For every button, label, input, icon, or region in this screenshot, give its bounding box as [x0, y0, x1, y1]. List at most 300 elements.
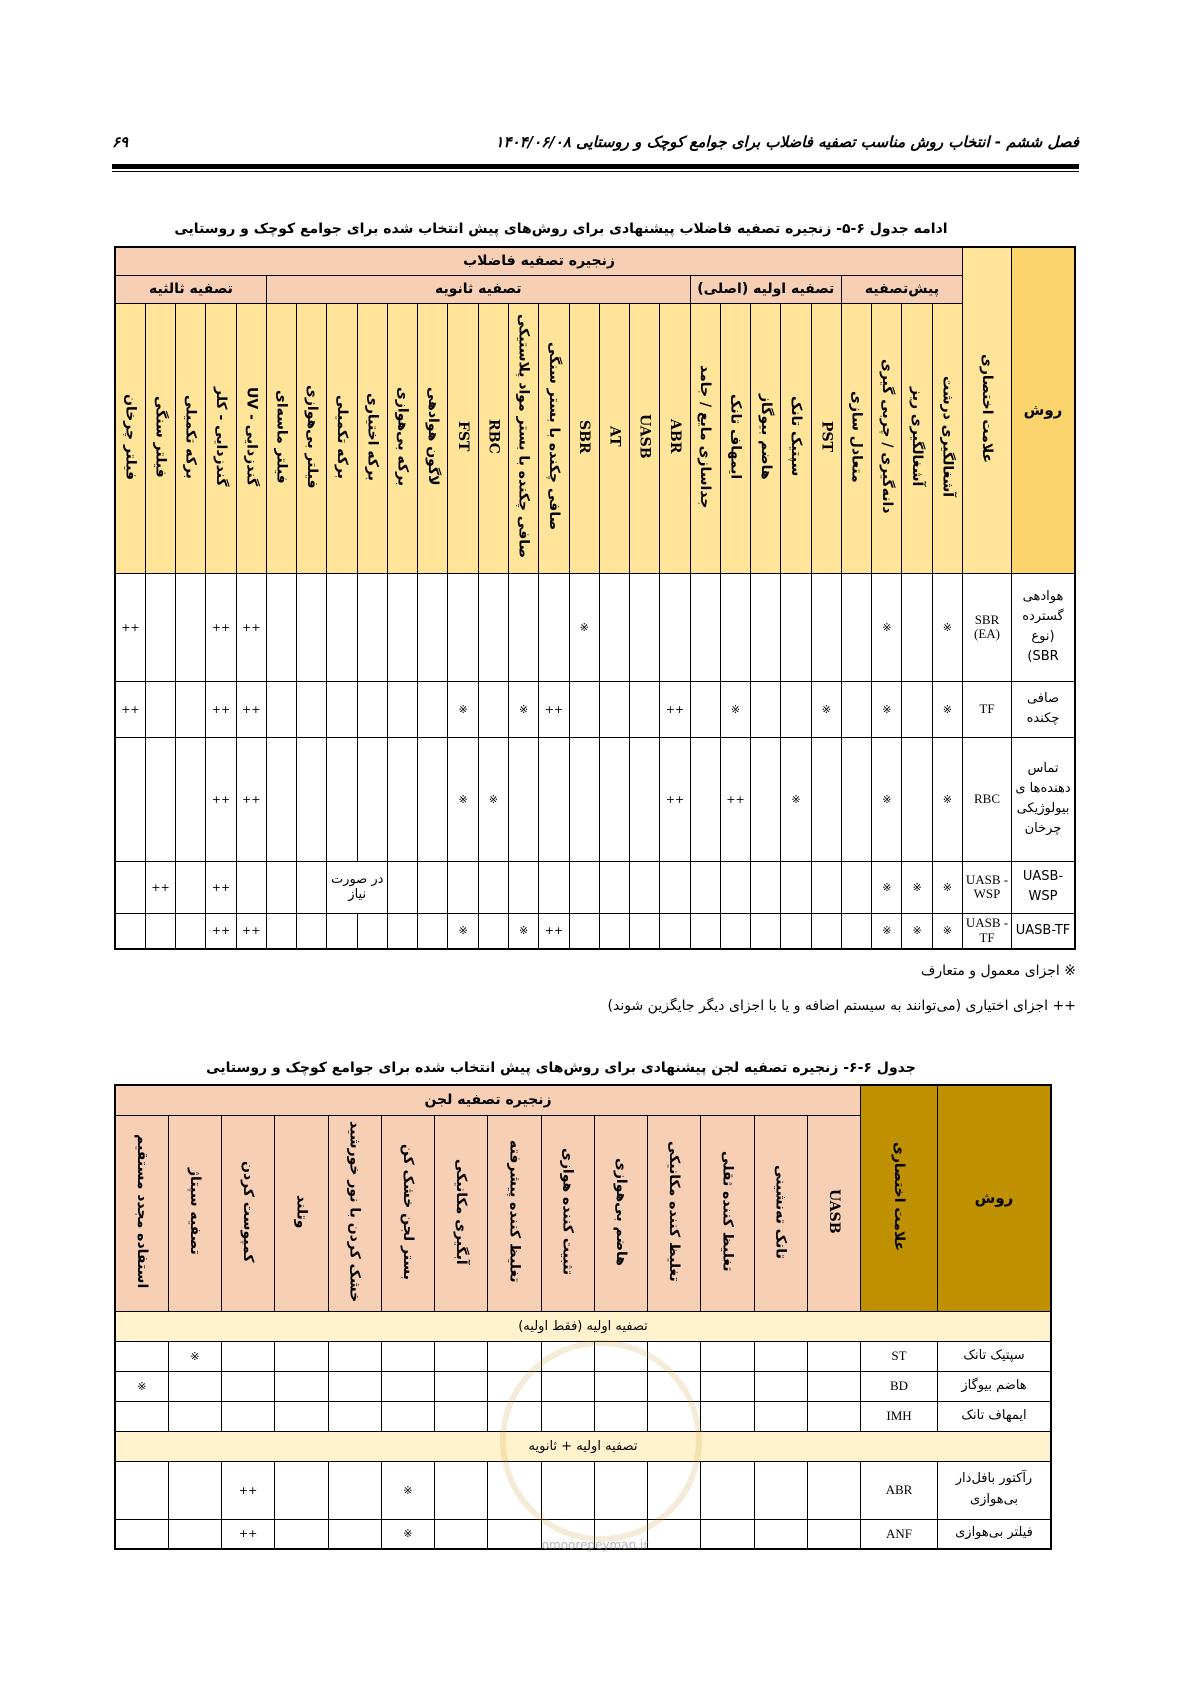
cell-mark: [751, 861, 781, 913]
cell-mark: [488, 1341, 541, 1371]
row-method: ایمهاف تانک: [938, 1401, 1052, 1431]
cell-mark: [297, 913, 327, 949]
cell-mark: [435, 1401, 488, 1431]
cell-mark: [690, 737, 720, 861]
cell-mark: [902, 681, 932, 737]
table2-caption: جدول ۶-۶- زنجیره تصفیه لجن پیشنهادی برای روش‌های پیش انتخاب شده برای جوامع کوچک و روستایی: [206, 1060, 916, 1076]
cell-mark: [222, 1371, 275, 1401]
cell-mark: [807, 1401, 860, 1431]
cell-mark: ++: [115, 681, 145, 737]
cell-mark: ++: [236, 913, 266, 949]
cell-mark: [660, 573, 690, 681]
legend-optional: ++ اجزای اختیاری (می‌توانند به سیستم اضافه و یا با اجزای دیگر جایگزین شوند): [607, 998, 1076, 1014]
row-abbr: ST: [861, 1341, 938, 1371]
super-header: زنجیره تصفیه فاضلاب: [115, 247, 963, 275]
cell-mark: [541, 1401, 594, 1431]
col-header-4: PST: [811, 303, 841, 573]
col-header-1: آشغالگیری ریز: [902, 303, 932, 573]
cell-mark: [297, 573, 327, 681]
cell-mark: [660, 861, 690, 913]
cell-mark: [811, 573, 841, 681]
cell-mark: ++: [115, 573, 145, 681]
col-header-20: برکه تکمیلی: [327, 303, 357, 573]
cell-mark: [236, 861, 266, 913]
cell-mark: [275, 1519, 328, 1549]
cell-mark: ※: [932, 737, 962, 861]
table-row: [115, 913, 1075, 949]
cell-mark: ※: [872, 681, 902, 737]
cell-mark: [381, 1371, 434, 1401]
cell-mark: ※: [448, 737, 478, 861]
cell-mark: [754, 1519, 807, 1549]
col-header-15: RBC: [478, 303, 508, 573]
group-secondary: تصفیه ثانویه: [266, 275, 690, 303]
section-header: تصفیه اولیه (فقط اولیه): [115, 1311, 1051, 1341]
t2-col-header-8: بستر لجن خشک کن: [381, 1115, 434, 1311]
cell-mark: [275, 1401, 328, 1431]
cell-mark: ※: [902, 861, 932, 913]
cell-mark: [648, 1371, 701, 1401]
cell-mark: [418, 573, 448, 681]
col-header-14: صافی چکنده با بستر مواد پلاستیکی: [509, 303, 539, 573]
col-header-7: ایمهاف تانک: [720, 303, 750, 573]
row-abbr: UASB -TF: [963, 913, 1012, 949]
cell-mark: ※: [932, 681, 962, 737]
cell-mark: [478, 913, 508, 949]
cell-mark: [781, 681, 811, 737]
cell-mark: [327, 737, 357, 861]
cell-mark: [807, 1519, 860, 1549]
cell-mark: [357, 681, 387, 737]
cell-mark: [168, 1371, 221, 1401]
table-row: [115, 1371, 1051, 1401]
cell-mark: [541, 1371, 594, 1401]
cell-mark: [418, 913, 448, 949]
cell-mark: ++: [206, 861, 236, 913]
col-header-12: SBR: [569, 303, 599, 573]
cell-mark: [418, 861, 448, 913]
cell-mark: [176, 913, 206, 949]
cell-mark: [381, 1401, 434, 1431]
cell-mark: [418, 737, 448, 861]
cell-mark: [327, 573, 357, 681]
t2-col-header-1: تانک ته‌نشینی: [754, 1115, 807, 1311]
cell-mark: [539, 573, 569, 681]
cell-mark: [599, 913, 629, 949]
t2-col-header-12: تصفیه سپتاژ: [168, 1115, 221, 1311]
cell-mark: [145, 681, 175, 737]
cell-mark: [630, 861, 660, 913]
cell-mark: [751, 737, 781, 861]
cell-mark: [541, 1341, 594, 1371]
cell-mark: [176, 681, 206, 737]
cell-mark: [357, 913, 387, 949]
col-header-27: فیلتر چرخان: [115, 303, 145, 573]
cell-mark: [841, 861, 871, 913]
cell-mark: [275, 1461, 328, 1519]
t2-col-header-11: کمپوست کردن: [222, 1115, 275, 1311]
col-header-9: ABR: [660, 303, 690, 573]
cell-mark: [754, 1461, 807, 1519]
row-method: رآکتور بافل‌دار بی‌هوازی: [938, 1461, 1052, 1519]
row-method: سپتیک تانک: [938, 1341, 1052, 1371]
t2-col-header-5: تثبیت کننده هوازی: [541, 1115, 594, 1311]
cell-mark: [902, 573, 932, 681]
t2-col-header-3: تغلیظ کننده مکانیکی: [648, 1115, 701, 1311]
cell-mark: ※: [932, 573, 962, 681]
t2-col-header-7: آبگیری مکانیکی: [435, 1115, 488, 1311]
table-row: [115, 861, 1075, 913]
cell-mark: [594, 1371, 647, 1401]
col-header-16: FST: [448, 303, 478, 573]
col-header-0: آشغالگیری درشت: [932, 303, 962, 573]
cell-mark: ++: [720, 737, 750, 861]
cell-mark: [754, 1341, 807, 1371]
cell-mark: ※: [168, 1341, 221, 1371]
group-pretreatment: پیش‌تصفیه: [841, 275, 962, 303]
cell-mark: [435, 1371, 488, 1401]
cell-mark: [266, 737, 296, 861]
cell-mark: ※: [569, 573, 599, 681]
cell-mark: [488, 1401, 541, 1431]
legend-usual: ※ اجزای معمول و متعارف: [920, 963, 1076, 979]
cell-mark: ++: [206, 913, 236, 949]
cell-mark: ※: [811, 681, 841, 737]
cell-mark: [690, 913, 720, 949]
row-method: UASB-TF: [1012, 913, 1076, 949]
col-header-21: فیلتر بی‌هوازی: [297, 303, 327, 573]
cell-mark: ++: [222, 1519, 275, 1549]
t2-col-header-4: هاضم بی‌هوازی: [594, 1115, 647, 1311]
col-header-2: دانه‌گیری / چربی گیری: [872, 303, 902, 573]
cell-mark: [435, 1461, 488, 1519]
cell-mark: ++: [539, 913, 569, 949]
cell-mark: [509, 737, 539, 861]
cell-mark: [357, 737, 387, 861]
table-row: [115, 681, 1075, 737]
cell-mark: ++: [539, 681, 569, 737]
col-header-17: لاگون هوادهی: [418, 303, 448, 573]
cell-mark: [807, 1371, 860, 1401]
cell-mark: [435, 1341, 488, 1371]
cell-mark: [478, 573, 508, 681]
cell-mark: [569, 861, 599, 913]
cell-mark: [168, 1401, 221, 1431]
cell-mark: [509, 861, 539, 913]
group-tertiary: تصفیه ثالثیه: [115, 275, 266, 303]
cell-mark: [648, 1341, 701, 1371]
cell-mark: ※: [932, 913, 962, 949]
cell-mark: [690, 861, 720, 913]
cell-mark: [168, 1461, 221, 1519]
cell-mark: [841, 737, 871, 861]
t2-col-header-9: خشک کردن با نور خورشید: [328, 1115, 381, 1311]
cell-mark: [701, 1371, 754, 1401]
t2-col-abbr-header: علامت اختصاری: [861, 1085, 938, 1311]
col-header-22: فیلتر ماسه‌ای: [266, 303, 296, 573]
cell-mark: [115, 737, 145, 861]
cell-mark: ++: [660, 737, 690, 861]
cell-mark: [599, 737, 629, 861]
cell-mark: ++: [236, 681, 266, 737]
cell-mark: [690, 573, 720, 681]
cell-mark: [539, 737, 569, 861]
cell-mark: ※: [381, 1461, 434, 1519]
col-header-5: سپتیک تانک: [781, 303, 811, 573]
t2-col-method-header: روش: [938, 1085, 1052, 1311]
page-number: ۶۹: [112, 133, 129, 151]
t2-col-header-6: تغلیظ کننده پیشرفته: [488, 1115, 541, 1311]
cell-mark: [569, 913, 599, 949]
table-row: [115, 737, 1075, 861]
cell-mark: ++: [236, 573, 266, 681]
col-header-8: جداسازی مایع / جامد: [690, 303, 720, 573]
cell-mark: [176, 861, 206, 913]
table1-caption: ادامه جدول ۶-۵- زنجیره تصفیه فاضلاب پیشنهادی برای روش‌های پیش انتخاب شده برای جوامع کوچک و روستایی: [174, 221, 948, 237]
row-abbr: RBC: [963, 737, 1012, 861]
col-header-26: فیلتر سنگی: [145, 303, 175, 573]
cell-mark: ※: [872, 573, 902, 681]
row-abbr: UASB -WSP: [963, 861, 1012, 913]
cell-mark: [328, 1519, 381, 1549]
cell-mark: ++: [236, 737, 266, 861]
cell-mark: [811, 861, 841, 913]
cell-mark: [539, 861, 569, 913]
col-header-19: برکه اختیاری: [357, 303, 387, 573]
col-abbr-header: علامت اختصاری: [963, 247, 1012, 573]
t2-col-header-2: تغلیظ کننده ثقلی: [701, 1115, 754, 1311]
cell-mark: [807, 1341, 860, 1371]
col-header-13: صافی چکنده با بستر سنگی: [539, 303, 569, 573]
cell-mark: [541, 1461, 594, 1519]
cell-mark: ※: [448, 681, 478, 737]
cell-mark: [811, 737, 841, 861]
cell-mark: [387, 573, 417, 681]
cell-mark: [115, 1341, 168, 1371]
merged-note: در صورت نیاز: [327, 861, 388, 913]
cell-mark: [509, 573, 539, 681]
cell-mark: [387, 913, 417, 949]
cell-mark: [690, 681, 720, 737]
cell-mark: [115, 1519, 168, 1549]
cell-mark: [594, 1401, 647, 1431]
cell-mark: [488, 1371, 541, 1401]
cell-mark: [478, 681, 508, 737]
cell-mark: [328, 1401, 381, 1431]
cell-mark: [701, 1401, 754, 1431]
cell-mark: [115, 913, 145, 949]
cell-mark: [781, 913, 811, 949]
cell-mark: [275, 1371, 328, 1401]
cell-mark: [841, 913, 871, 949]
col-header-18: برکه بی‌هوازی: [387, 303, 417, 573]
running-header: [112, 133, 1079, 151]
row-abbr: IMH: [861, 1401, 938, 1431]
cell-mark: ++: [145, 861, 175, 913]
cell-mark: ※: [478, 737, 508, 861]
col-method-header: روش: [1012, 247, 1076, 573]
cell-mark: [630, 681, 660, 737]
cell-mark: [327, 681, 357, 737]
col-header-25: برکه تکمیلی: [176, 303, 206, 573]
cell-mark: [418, 681, 448, 737]
row-abbr: ABR: [861, 1461, 938, 1519]
cell-mark: ++: [206, 681, 236, 737]
cell-mark: [297, 737, 327, 861]
watermark-text: omoorepeyman.ir: [541, 1538, 649, 1552]
cell-mark: [751, 681, 781, 737]
cell-mark: [599, 861, 629, 913]
cell-mark: [781, 861, 811, 913]
cell-mark: ※: [902, 913, 932, 949]
cell-mark: [754, 1401, 807, 1431]
cell-mark: [630, 573, 660, 681]
cell-mark: ※: [381, 1519, 434, 1549]
cell-mark: [222, 1341, 275, 1371]
cell-mark: ++: [660, 681, 690, 737]
t2-super-header: زنجیره تصفیه لجن: [115, 1085, 861, 1115]
table-row: [115, 573, 1075, 681]
cell-mark: [435, 1519, 488, 1549]
cell-mark: [448, 573, 478, 681]
cell-mark: ※: [509, 681, 539, 737]
row-abbr: SBR (EA): [963, 573, 1012, 681]
cell-mark: [266, 573, 296, 681]
cell-mark: [328, 1341, 381, 1371]
cell-mark: [701, 1461, 754, 1519]
cell-mark: [811, 913, 841, 949]
header-rule-thick: [112, 164, 1079, 169]
cell-mark: [720, 573, 750, 681]
cell-mark: [630, 737, 660, 861]
col-header-3: متعادل سازی: [841, 303, 871, 573]
row-method: صافی چکنده: [1012, 681, 1076, 737]
table-row: [115, 1401, 1051, 1431]
cell-mark: [327, 913, 357, 949]
col-header-10: UASB: [630, 303, 660, 573]
cell-mark: [275, 1341, 328, 1371]
cell-mark: [145, 913, 175, 949]
cell-mark: [115, 861, 145, 913]
row-method: هاضم بیوگاز: [938, 1371, 1052, 1401]
cell-mark: [381, 1341, 434, 1371]
cell-mark: [328, 1461, 381, 1519]
cell-mark: ※: [115, 1371, 168, 1401]
t2-col-header-10: وتلند: [275, 1115, 328, 1311]
cell-mark: ※: [509, 913, 539, 949]
row-method: هوادهی گسترده (نوع SBR): [1012, 573, 1076, 681]
cell-mark: [357, 573, 387, 681]
cell-mark: [266, 913, 296, 949]
cell-mark: [328, 1371, 381, 1401]
wastewater-chain-table: [114, 246, 1076, 950]
row-abbr: TF: [963, 681, 1012, 737]
cell-mark: ++: [206, 573, 236, 681]
col-header-23: گندزدایی - UV: [236, 303, 266, 573]
cell-mark: [648, 1461, 701, 1519]
cell-mark: ※: [872, 861, 902, 913]
cell-mark: ++: [222, 1461, 275, 1519]
t2-col-header-0: UASB: [807, 1115, 860, 1311]
row-abbr: ANF: [861, 1519, 938, 1549]
cell-mark: [266, 861, 296, 913]
cell-mark: [599, 681, 629, 737]
cell-mark: [660, 913, 690, 949]
row-method: تماس دهنده‌ها ی بیولوژیکی چرخان: [1012, 737, 1076, 861]
col-header-11: AT: [599, 303, 629, 573]
cell-mark: [176, 573, 206, 681]
cell-mark: [448, 861, 478, 913]
cell-mark: [630, 913, 660, 949]
cell-mark: [478, 861, 508, 913]
cell-mark: ※: [781, 737, 811, 861]
cell-mark: [841, 573, 871, 681]
cell-mark: [751, 573, 781, 681]
t2-col-header-13: استفاده مجدد مستقیم: [115, 1115, 168, 1311]
cell-mark: [569, 681, 599, 737]
col-header-24: گندزدایی - کلر: [206, 303, 236, 573]
cell-mark: [841, 681, 871, 737]
cell-mark: [754, 1371, 807, 1401]
cell-mark: ++: [206, 737, 236, 861]
cell-mark: [168, 1519, 221, 1549]
cell-mark: [781, 573, 811, 681]
table-row: [115, 1341, 1051, 1371]
cell-mark: [701, 1341, 754, 1371]
cell-mark: [115, 1401, 168, 1431]
cell-mark: [594, 1461, 647, 1519]
cell-mark: [594, 1341, 647, 1371]
cell-mark: [222, 1401, 275, 1431]
cell-mark: [720, 861, 750, 913]
cell-mark: [701, 1519, 754, 1549]
cell-mark: [297, 861, 327, 913]
cell-mark: [387, 861, 417, 913]
cell-mark: [297, 681, 327, 737]
cell-mark: [176, 737, 206, 861]
cell-mark: [569, 737, 599, 861]
group-primary: تصفیه اولیه (اصلی): [690, 275, 841, 303]
row-method: UASB-WSP: [1012, 861, 1076, 913]
cell-mark: [488, 1461, 541, 1519]
cell-mark: ※: [872, 737, 902, 861]
cell-mark: [807, 1461, 860, 1519]
row-method: فیلتر بی‌هوازی: [938, 1519, 1052, 1549]
sludge-chain-table: [114, 1084, 1052, 1550]
cell-mark: ※: [448, 913, 478, 949]
cell-mark: [145, 573, 175, 681]
table-row: [115, 1461, 1051, 1519]
cell-mark: ※: [932, 861, 962, 913]
row-abbr: BD: [861, 1371, 938, 1401]
cell-mark: [720, 913, 750, 949]
cell-mark: ※: [720, 681, 750, 737]
cell-mark: [115, 1461, 168, 1519]
cell-mark: ※: [872, 913, 902, 949]
cell-mark: [266, 681, 296, 737]
cell-mark: [902, 737, 932, 861]
col-header-6: هاضم بیوگاز: [751, 303, 781, 573]
chapter-title: فصل ششم - انتخاب روش مناسب تصفیه فاضلاب برای جوامع کوچک و روستایی ۱۴۰۴/۰۶/۰۸: [495, 133, 1079, 151]
header-rule-thin: [112, 171, 1079, 172]
cell-mark: [599, 573, 629, 681]
cell-mark: [751, 913, 781, 949]
cell-mark: [387, 681, 417, 737]
cell-mark: [648, 1401, 701, 1431]
cell-mark: [387, 737, 417, 861]
section-header: تصفیه اولیه + ثانویه: [115, 1431, 1051, 1461]
cell-mark: [145, 737, 175, 861]
